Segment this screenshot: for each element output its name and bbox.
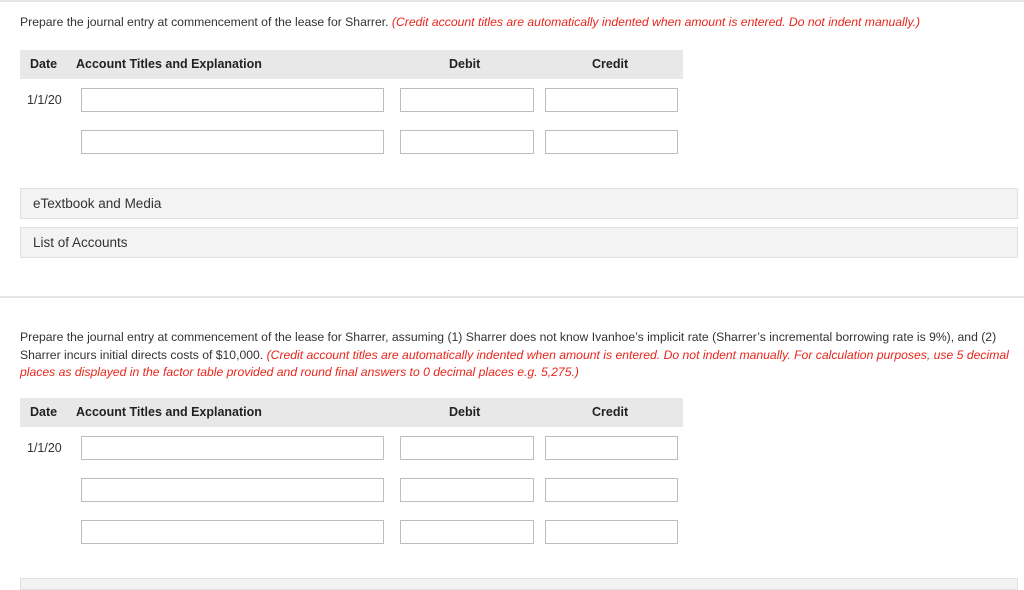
part1-instructions bbox=[20, 14, 1010, 32]
list-of-accounts-label: List of Accounts bbox=[33, 235, 128, 250]
part1-row1-credit-input[interactable] bbox=[545, 88, 678, 112]
list-of-accounts-button[interactable] bbox=[20, 227, 1018, 258]
next-panel-partial bbox=[20, 578, 1018, 590]
part2-row2-debit-input[interactable] bbox=[400, 478, 534, 502]
part2-row1-credit-input[interactable] bbox=[545, 436, 678, 460]
part2-row1-account-input[interactable] bbox=[81, 436, 384, 460]
part2-row1-debit-input[interactable] bbox=[400, 436, 534, 460]
part2-row1-date: 1/1/20 bbox=[27, 441, 62, 455]
part1-row1-debit-input[interactable] bbox=[400, 88, 534, 112]
part2-table-header bbox=[20, 398, 683, 427]
part2-row3-account-input[interactable] bbox=[81, 520, 384, 544]
part2-instruction-note: (Credit account titles are automatically indented when amount is entered. Do not indent manually. For calculation purposes, use 5 decimal places as displayed in the factor table provided and round final answers to 0 decimal places e.g. 5,275.) bbox=[20, 347, 1009, 379]
section-divider bbox=[0, 296, 1024, 298]
etextbook-media-label: eTextbook and Media bbox=[33, 196, 162, 211]
part1-table-header bbox=[20, 50, 683, 79]
header-account: Account Titles and Explanation bbox=[76, 405, 262, 419]
part1-row2-credit-input[interactable] bbox=[545, 130, 678, 154]
part2-row2-credit-input[interactable] bbox=[545, 478, 678, 502]
header-credit: Credit bbox=[592, 405, 629, 419]
part2-row3-credit-input[interactable] bbox=[545, 520, 678, 544]
part2-instructions bbox=[20, 329, 1012, 382]
part1-row2-account-input[interactable] bbox=[81, 130, 384, 154]
header-credit: Credit bbox=[592, 57, 629, 71]
header-debit: Debit bbox=[449, 405, 481, 419]
part2-row2-account-input[interactable] bbox=[81, 478, 384, 502]
header-debit: Debit bbox=[449, 57, 481, 71]
part1-instruction-text: Prepare the journal entry at commencement of the lease for Sharrer. bbox=[20, 15, 389, 29]
part2-instruction-text: Prepare the journal entry at commencement of the lease for Sharrer, assuming (1) Sharrer does not know Ivanhoe’s implicit rate (Sharrer’s incremental borrowing rate is 9%), and (2) Sharrer incurs initial directs costs of $10,000. bbox=[20, 330, 997, 362]
header-date: Date bbox=[30, 57, 58, 71]
header-account: Account Titles and Explanation bbox=[76, 57, 262, 71]
part1-row1-date: 1/1/20 bbox=[27, 93, 62, 107]
part1-row1-account-input[interactable] bbox=[81, 88, 384, 112]
part2-row3-debit-input[interactable] bbox=[400, 520, 534, 544]
top-divider bbox=[0, 0, 1024, 2]
etextbook-media-button[interactable] bbox=[20, 188, 1018, 219]
part1-instruction-note: (Credit account titles are automatically indented when amount is entered. Do not indent manually.) bbox=[391, 15, 921, 29]
part1-row2-debit-input[interactable] bbox=[400, 130, 534, 154]
header-date: Date bbox=[30, 405, 58, 419]
